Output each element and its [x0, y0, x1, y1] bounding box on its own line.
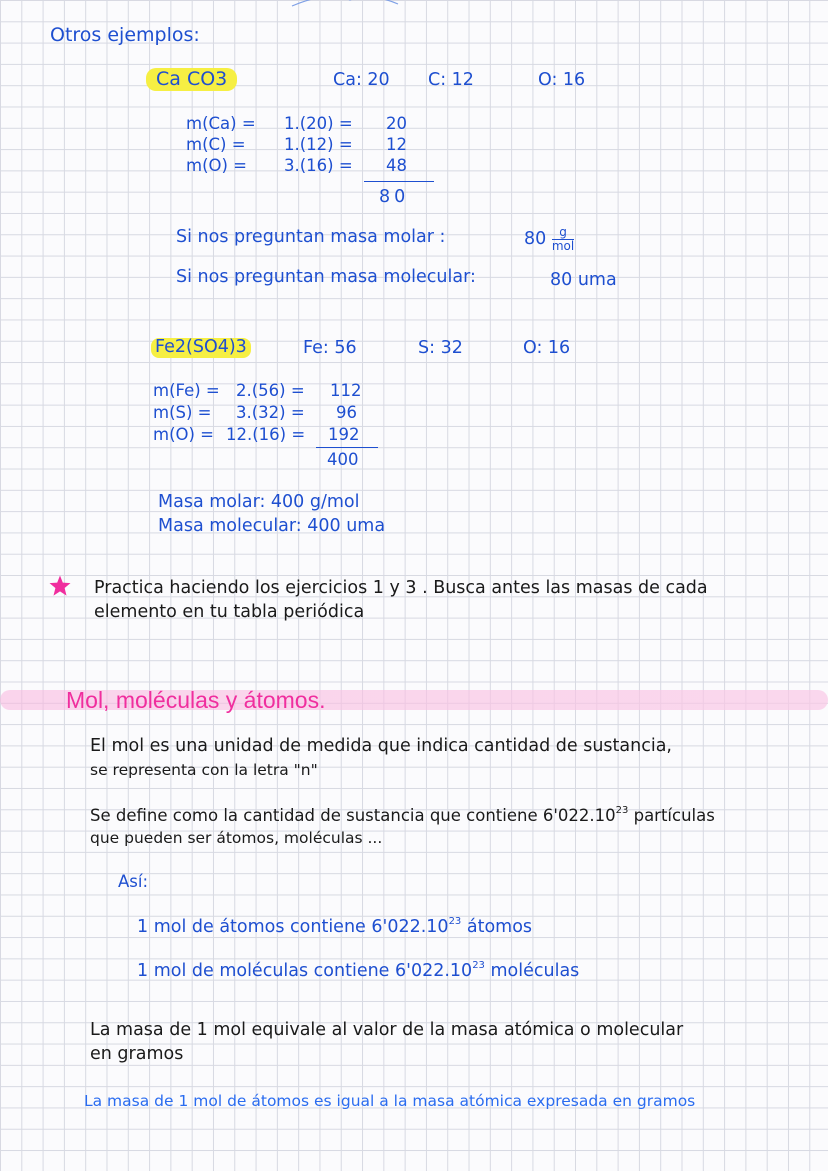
ex2-row-label: m(O) = [153, 425, 215, 444]
molar-answer [524, 226, 574, 252]
sum-line [316, 447, 378, 448]
example-molecules-text: 1 mol de moléculas contiene 6'022.10 [137, 961, 473, 981]
ex1-row-label: m(O) = [186, 156, 248, 175]
formula-fe2so43: Fe2(SO4)3 [151, 338, 251, 358]
ex2-row-result: 96 [336, 403, 357, 422]
formula-caco3: Ca CO3 [146, 68, 237, 91]
ex2-molecular: Masa molecular: 400 uma [158, 516, 386, 536]
molecular-answer: 80 uma [550, 270, 617, 290]
mass-ca: Ca: 20 [333, 70, 390, 90]
para2-text-b: partículas [633, 806, 715, 825]
example-molecules-unit: moléculas [490, 961, 580, 981]
footer-note: La masa de 1 mol de átomos es igual a la masa atómica expresada en gramos [84, 1092, 696, 1110]
example-atoms [137, 917, 532, 937]
para2-line-1 [90, 806, 715, 825]
ex1-total: 80 [379, 187, 410, 207]
section-title: Mol, moléculas y átomos. [66, 687, 326, 713]
ex1-row-expr: 1.(12) = [284, 135, 353, 154]
ex1-row-result: 48 [386, 156, 407, 175]
mass-o: O: 16 [538, 70, 586, 90]
example-atoms-text: 1 mol de átomos contiene 6'022.10 [137, 917, 449, 937]
example-molecules [137, 961, 579, 981]
fraction-denominator: mol [551, 238, 575, 253]
ex1-row-expr: 3.(16) = [284, 156, 353, 175]
molar-question: Si nos preguntan masa molar : [176, 227, 446, 247]
sum-line [364, 181, 434, 182]
ex1-row-label: m(Ca) = [186, 114, 256, 133]
mass-c: C: 12 [428, 70, 474, 90]
para1-line-1: El mol es una unidad de medida que indica cantidad de sustancia, [90, 736, 672, 756]
ex2-row-result: 112 [330, 381, 362, 400]
exponent: 23 [615, 805, 629, 816]
para2-line-2: que pueden ser átomos, moléculas ... [90, 829, 383, 847]
decorative-curve-icon [290, 0, 400, 8]
molar-value: 80 [524, 229, 547, 250]
ex2-row-expr: 3.(32) = [236, 403, 305, 422]
fraction-numerator: g [552, 226, 574, 240]
para3-line-1: La masa de 1 mol equivale al valor de la masa atómica o molecular [90, 1020, 684, 1040]
ex1-row-result: 20 [386, 114, 407, 133]
exponent: 23 [448, 916, 462, 927]
ex2-row-label: m(Fe) = [153, 381, 220, 400]
practice-line-2: elemento en tu tabla periódica [94, 602, 365, 622]
otros-ejemplos-heading: Otros ejemplos: [50, 24, 200, 46]
practice-line-1: Practica haciendo los ejercicios 1 y 3 . Busca antes las masas de cada [94, 578, 708, 598]
asi-label: Así: [118, 872, 149, 891]
ex2-row-expr: 2.(56) = [236, 381, 305, 400]
ex2-row-expr: 12.(16) = [226, 425, 306, 444]
para1-line-2: se representa con la letra "n" [90, 761, 318, 779]
ex2-molar: Masa molar: 400 g/mol [158, 492, 360, 512]
molecular-question: Si nos preguntan masa molecular: [176, 267, 476, 287]
para3-line-2: en gramos [90, 1044, 184, 1064]
example-atoms-unit: átomos [466, 917, 533, 937]
ex1-row-expr: 1.(20) = [284, 114, 353, 133]
mass-fe: Fe: 56 [303, 338, 357, 358]
exponent: 23 [472, 960, 485, 971]
ex1-row-result: 12 [386, 135, 407, 154]
molar-unit-fraction [552, 226, 574, 252]
ex1-row-label: m(C) = [186, 135, 246, 154]
ex2-total: 400 [327, 450, 359, 469]
mass-s: S: 32 [418, 338, 463, 358]
para2-text-a: Se define como la cantidad de sustancia que contiene 6'022.10 [90, 806, 616, 825]
ex2-row-result: 192 [328, 425, 360, 444]
ex2-row-label: m(S) = [153, 403, 212, 422]
star-icon [48, 574, 72, 598]
mass-o: O: 16 [523, 338, 571, 358]
